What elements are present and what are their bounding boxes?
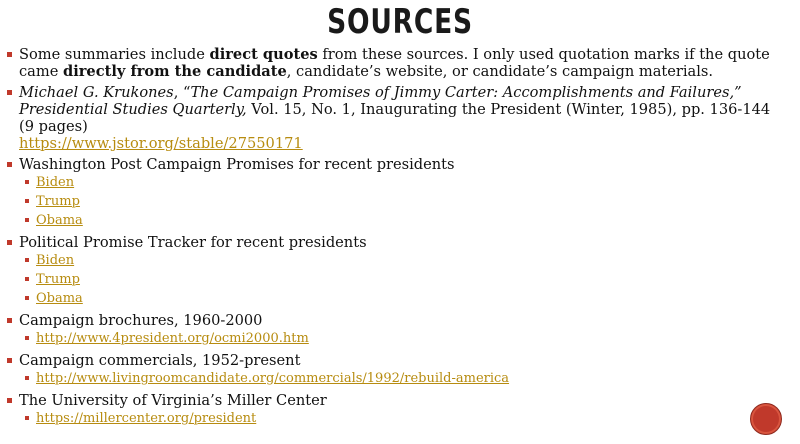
citation-details: Vol. 15, No. 1, Inaugurating the President (Winter, 1985), pp. 136-144 (9 pages) [19,101,771,135]
wapo-biden-link[interactable]: Biden [36,175,75,190]
intro-text-2: from these sources. I only used quotation marks if the quote came [19,46,770,80]
miller-item [6,409,786,428]
wapo-obama-link[interactable]: Obama [36,213,83,228]
sources-list [6,46,786,428]
intro-bold-2: directly from the candidate [63,63,287,80]
miller-bullet [6,392,786,409]
brochures-link[interactable]: http://www.4president.org/ocmi2000.htm [36,331,309,346]
wapo-trump-link[interactable]: Trump [36,194,80,209]
commercials-bullet [6,352,786,369]
tracker-obama-item [6,289,786,308]
wapo-obama-item [6,211,786,230]
citation-article: The Campaign Promises of Jimmy Carter: Accomplishments and Failures,” Presidential Studies Quarterly, [19,84,742,118]
wapo-trump-item [6,192,786,211]
brochures-bullet [6,312,786,329]
miller-link[interactable]: https://millercenter.org/president [36,411,257,426]
citation-sep: , “ [173,84,191,101]
tracker-trump-link[interactable]: Trump [36,272,80,287]
brochures-item [6,329,786,348]
intro-bold-1: direct quotes [209,46,318,63]
commercials-item [6,369,786,388]
tracker-biden-item [6,251,786,270]
citation-author: Michael G. Krukones [19,84,174,101]
tracker-biden-link[interactable]: Biden [36,253,75,268]
tracker-label: Political Promise Tracker for recent presidents [19,234,367,251]
slide-number-badge [750,403,782,435]
commercials-link[interactable]: http://www.livingroomcandidate.org/commercials/1992/rebuild-america [36,371,510,386]
wapo-biden-item [6,173,786,192]
wapo-bullet [6,156,786,173]
tracker-obama-link[interactable]: Obama [36,291,83,306]
commercials-label: Campaign commercials, 1952-present [19,352,301,369]
intro-text-1: Some summaries include [19,46,210,63]
wapo-label: Washington Post Campaign Promises for recent presidents [19,156,455,173]
tracker-trump-item [6,270,786,289]
jstor-link[interactable]: https://www.jstor.org/stable/27550171 [19,135,303,152]
miller-label: The University of Virginia’s Miller Center [19,392,327,409]
tracker-bullet [6,234,786,251]
intro-bullet [6,46,786,80]
slide-title: SOURCES [327,2,473,42]
citation-bullet [6,84,786,152]
intro-text-3: , candidate’s website, or candidate’s campaign materials. [286,63,714,80]
brochures-label: Campaign brochures, 1960-2000 [19,312,263,329]
